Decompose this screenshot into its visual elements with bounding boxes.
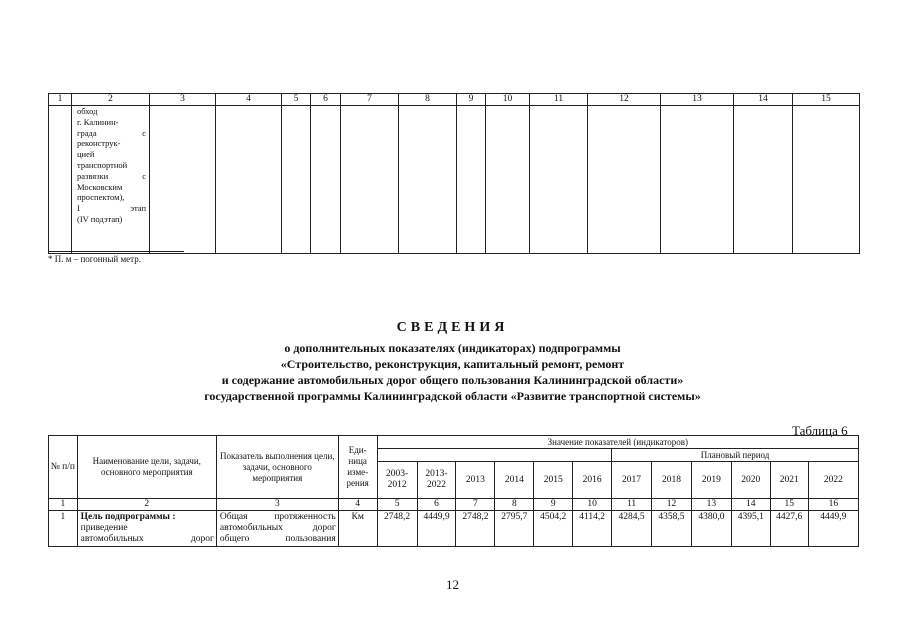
header-values: Значение показателей (индикаторов)	[377, 436, 858, 449]
text-word: I	[77, 203, 80, 214]
year-header: 2013-2022	[417, 462, 456, 499]
col-num: 11	[612, 499, 652, 511]
indicators-table	[48, 435, 859, 547]
page-number: 12	[446, 577, 459, 592]
unit-cell: Км	[338, 511, 377, 547]
indicator-word: Общая	[219, 512, 248, 522]
text-line-justified	[77, 171, 146, 182]
goal-label: Цель подпрограммы :	[80, 512, 176, 522]
cell	[377, 449, 611, 462]
cell	[588, 106, 661, 254]
value-cell: 4114,2	[573, 511, 612, 547]
text-word: этап	[130, 203, 146, 214]
col-num-11: 11	[530, 94, 588, 106]
cell	[49, 106, 72, 254]
text-word: с	[142, 170, 146, 181]
cell	[457, 106, 486, 254]
cell	[311, 106, 341, 254]
value-cell: 4380,0	[691, 511, 731, 547]
indicator-word: дорог	[312, 523, 336, 533]
col-num: 12	[652, 499, 692, 511]
row-num: 1	[49, 511, 78, 547]
cell	[399, 106, 457, 254]
indicator-text-line	[220, 534, 336, 545]
text-line: проспектом),	[77, 192, 125, 203]
year-header: 2003-2012	[377, 462, 417, 499]
cell	[530, 106, 588, 254]
col-num-3: 3	[150, 94, 216, 106]
col-num-9: 9	[457, 94, 486, 106]
value-cell: 4427,6	[770, 511, 808, 547]
value-cell: 4504,2	[534, 511, 573, 547]
indicator-cell	[216, 511, 338, 547]
col-num-4: 4	[216, 94, 282, 106]
col-num: 13	[691, 499, 731, 511]
col-num: 7	[456, 499, 495, 511]
col-num: 1	[49, 499, 78, 511]
indicator-word: протяженность	[274, 512, 336, 522]
column-number-row	[49, 94, 860, 106]
column-number-row	[49, 499, 859, 511]
continuation-table	[48, 93, 860, 254]
text-line-justified	[77, 203, 146, 214]
col-num: 14	[731, 499, 770, 511]
text-line: (IV подэтап)	[77, 213, 123, 224]
col-num: 3	[216, 499, 338, 511]
indicator-word: пользования	[285, 534, 336, 544]
col-num: 16	[808, 499, 858, 511]
value-cell: 2748,2	[456, 511, 495, 547]
year-header: 2017	[612, 462, 652, 499]
indicator-text-line	[220, 523, 336, 534]
value-cell: 2748,2	[377, 511, 417, 547]
year-header: 2018	[652, 462, 692, 499]
table-label: Таблица 6	[792, 423, 848, 438]
col-num-14: 14	[734, 94, 793, 106]
goal-text-line-justified	[81, 534, 214, 545]
cell	[341, 106, 399, 254]
year-header: 2016	[573, 462, 612, 499]
goal-text-line: приведение	[80, 523, 128, 533]
col-num: 2	[77, 499, 216, 511]
col-num-15: 15	[793, 94, 860, 106]
indicator-word: общего	[219, 534, 250, 544]
header-num: № п/п	[49, 436, 78, 499]
year-header: 2014	[495, 462, 534, 499]
doc-subtitle-line-1: о дополнительных показателях (индикаторах) подпрограммы	[284, 341, 621, 355]
goal-text-word: автомобильных	[80, 534, 144, 544]
value-cell: 4395,1	[731, 511, 770, 547]
header-row-1	[49, 436, 859, 449]
col-num-1: 1	[49, 94, 72, 106]
value-cell: 2795,7	[495, 511, 534, 547]
col-num: 15	[770, 499, 808, 511]
col-num: 9	[534, 499, 573, 511]
col-num: 10	[573, 499, 612, 511]
year-header: 2013	[456, 462, 495, 499]
col-num: 6	[417, 499, 456, 511]
value-cell: 4449,9	[417, 511, 456, 547]
cell	[793, 106, 860, 254]
footnote-rule	[48, 251, 184, 252]
text-line-justified	[77, 128, 146, 139]
year-header: 2022	[808, 462, 858, 499]
col-num: 8	[495, 499, 534, 511]
year-header: 2019	[691, 462, 731, 499]
col-num-2: 2	[72, 94, 150, 106]
cell	[150, 106, 216, 254]
header-name: Наименование цели, задачи, основного мероприятия	[77, 436, 216, 499]
text-word: развязки	[77, 170, 109, 181]
value-cell: 4284,5	[612, 511, 652, 547]
col-num-12: 12	[588, 94, 661, 106]
col-num-8: 8	[399, 94, 457, 106]
table-row	[49, 511, 859, 547]
col-num: 5	[377, 499, 417, 511]
col-num-10: 10	[486, 94, 530, 106]
value-cell: 4358,5	[652, 511, 692, 547]
goal-text-word: дорог	[190, 534, 214, 544]
header-unit: Еди- ница изме- рения	[338, 436, 377, 499]
col-num-13: 13	[661, 94, 734, 106]
col-num: 4	[338, 499, 377, 511]
continuation-row	[49, 106, 860, 254]
text-word: града	[77, 127, 97, 138]
text-word: с	[142, 127, 146, 138]
indicator-word: автомобильных	[219, 523, 283, 533]
footnote: * П. м – погонный метр.	[48, 254, 141, 264]
col-num-5: 5	[282, 94, 311, 106]
value-cell: 4449,9	[808, 511, 858, 547]
header-planned-period: Плановый период	[612, 449, 859, 462]
text-line: Московским	[77, 181, 123, 192]
header-indicator: Показатель выполнения цели, задачи, основного мероприятия	[216, 436, 338, 499]
cell	[734, 106, 793, 254]
col-num-6: 6	[311, 94, 341, 106]
year-header: 2021	[770, 462, 808, 499]
year-header: 2015	[534, 462, 573, 499]
doc-title: СВЕДЕНИЯ	[396, 320, 509, 335]
doc-subtitle-line-4: государственной программы Калининградской области «Развитие транспортной системы»	[204, 389, 701, 403]
doc-subtitle-line-2: «Строительство, реконструкция, капитальный ремонт, ремонт	[280, 357, 625, 371]
cell	[486, 106, 530, 254]
text-line: г. Калинин-	[77, 116, 119, 127]
cell	[282, 106, 311, 254]
continuation-text-cell	[72, 106, 150, 254]
year-header: 2020	[731, 462, 770, 499]
text-line: цией	[77, 149, 95, 160]
text-line: реконструк-	[77, 138, 121, 149]
col-num-7: 7	[341, 94, 399, 106]
text-line: транспортной	[77, 159, 128, 170]
doc-subtitle-line-3: и содержание автомобильных дорог общего пользования Калининградской области»	[221, 373, 684, 387]
cell	[661, 106, 734, 254]
text-line: обход	[77, 106, 98, 116]
indicator-text-line	[220, 512, 336, 523]
goal-name-cell	[77, 511, 216, 547]
cell	[216, 106, 282, 254]
